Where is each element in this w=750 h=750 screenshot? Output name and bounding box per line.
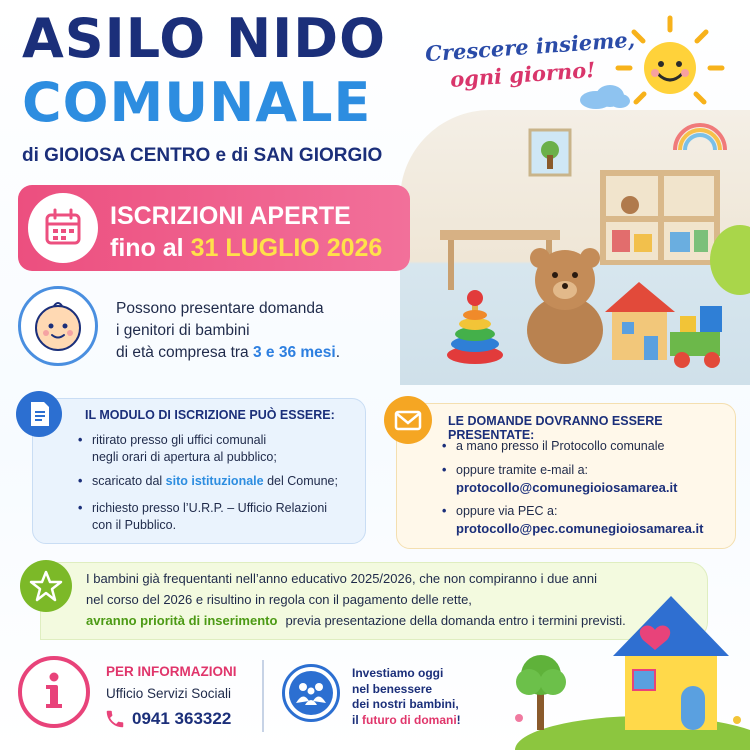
website-prefix: scaricato dal (92, 474, 166, 488)
age-suffix: . (335, 344, 341, 361)
info-office: Ufficio Servizi Sociali (106, 686, 232, 701)
delivery-item-email-text: oppure tramite e-mail a: (456, 463, 589, 477)
registration-deadline (110, 234, 382, 263)
website-link[interactable]: sito istituzionale (165, 474, 264, 488)
phone-icon (104, 708, 126, 730)
module-item-website: • scaricato dal sito istituzionale del Comune; (78, 474, 338, 488)
closing-message (352, 666, 502, 728)
delivery-item-protocol: • a mano presso il Protocollo comunale (442, 439, 665, 453)
mail-icon (384, 396, 432, 444)
delivery-item-pec: • oppure via PEC a: protocollo@pec.comunegioiosamarea.it (442, 503, 732, 537)
calendar-icon (28, 193, 98, 263)
deadline-date: 31 LUGLIO 2026 (190, 234, 383, 262)
title-line-1: ASILO NIDO (22, 7, 386, 70)
phone-number[interactable]: 0941 363322 (132, 709, 232, 728)
priority-line-1: I bambini già frequentanti nell’anno educativo 2025/2026, che non compiranno i due anni (86, 571, 597, 586)
age-prefix: di età compresa tra (116, 344, 253, 361)
module-item-urp-line2: con il Pubblico. (92, 518, 177, 532)
closing-line-4 (352, 713, 502, 729)
baby-face-icon (18, 286, 98, 366)
closing-suffix: ! (456, 712, 461, 727)
module-item-office-line1: ritirato presso gli uffici comunali (92, 433, 267, 447)
slogan-line-2: ogni giorno! (449, 56, 597, 93)
closing-line-2: nel benessere (352, 681, 433, 696)
priority-line-2: nel corso del 2026 e risultino in regola con il pagamento delle rette, (86, 592, 472, 607)
delivery-item-protocol-text: a mano presso il Protocollo comunale (456, 439, 665, 453)
deadline-prefix: fino al (110, 234, 191, 262)
star-icon (20, 560, 72, 612)
info-title: PER INFORMAZIONI (106, 664, 237, 679)
delivery-item-email: • oppure tramite e-mail a: protocollo@comunegioiosamarea.it (442, 462, 732, 496)
title-line-2: COMUNALE (22, 71, 372, 134)
subtitle: di GIOIOSA CENTRO e di SAN GIORGIO (22, 145, 383, 166)
module-item-urp: • richiesto presso l’U.R.P. – Ufficio Relazioni con il Pubblico. (78, 500, 358, 534)
priority-condition: previa presentazione della domanda entro i termini previsti. (285, 613, 626, 628)
eligibility-line-3 (116, 342, 396, 364)
module-card-title: IL MODULO DI ISCRIZIONE PUÒ ESSERE: (85, 408, 335, 422)
closing-prefix: il (352, 712, 363, 727)
closing-line-3: dei nostri bambini, (352, 697, 459, 711)
module-item-urp-line1: richiesto presso l’U.R.P. – Ufficio Relazioni (92, 501, 328, 515)
eligibility-line-1: Possono presentare domanda (116, 300, 324, 317)
module-item-office: • ritirato presso gli uffici comunali negli orari di apertura al pubblico; (78, 432, 358, 466)
nursery-photo (400, 110, 750, 385)
module-item-office-line2: negli orari di apertura al pubblico; (92, 450, 277, 464)
house-illustration (505, 590, 750, 750)
family-icon (282, 664, 340, 722)
closing-highlight: futuro di domani (362, 712, 457, 727)
website-suffix: del Comune; (263, 474, 338, 488)
priority-highlight: avranno priorità di inserimento (86, 613, 278, 628)
info-icon (18, 656, 90, 728)
registration-open-label: ISCRIZIONI APERTE (110, 202, 351, 230)
cloud-icon (574, 80, 634, 110)
pec-address[interactable]: protocollo@pec.comunegioiosamarea.it (456, 521, 704, 536)
slogan-line-1: Crescere insieme, (424, 26, 636, 67)
delivery-card-title: LE DOMANDE DOVRANNO ESSERE PRESENTATE: (448, 414, 663, 442)
closing-line-1: Investiamo oggi (352, 666, 444, 680)
eligibility-text (116, 298, 396, 364)
footer-divider (262, 660, 264, 732)
email-address[interactable]: protocollo@comunegioiosamarea.it (456, 480, 678, 495)
delivery-item-pec-text: oppure via PEC a: (456, 504, 558, 518)
document-icon (16, 391, 62, 437)
age-range: 3 e 36 mesi (252, 344, 336, 361)
eligibility-line-2: i genitori di bambini (116, 322, 250, 339)
